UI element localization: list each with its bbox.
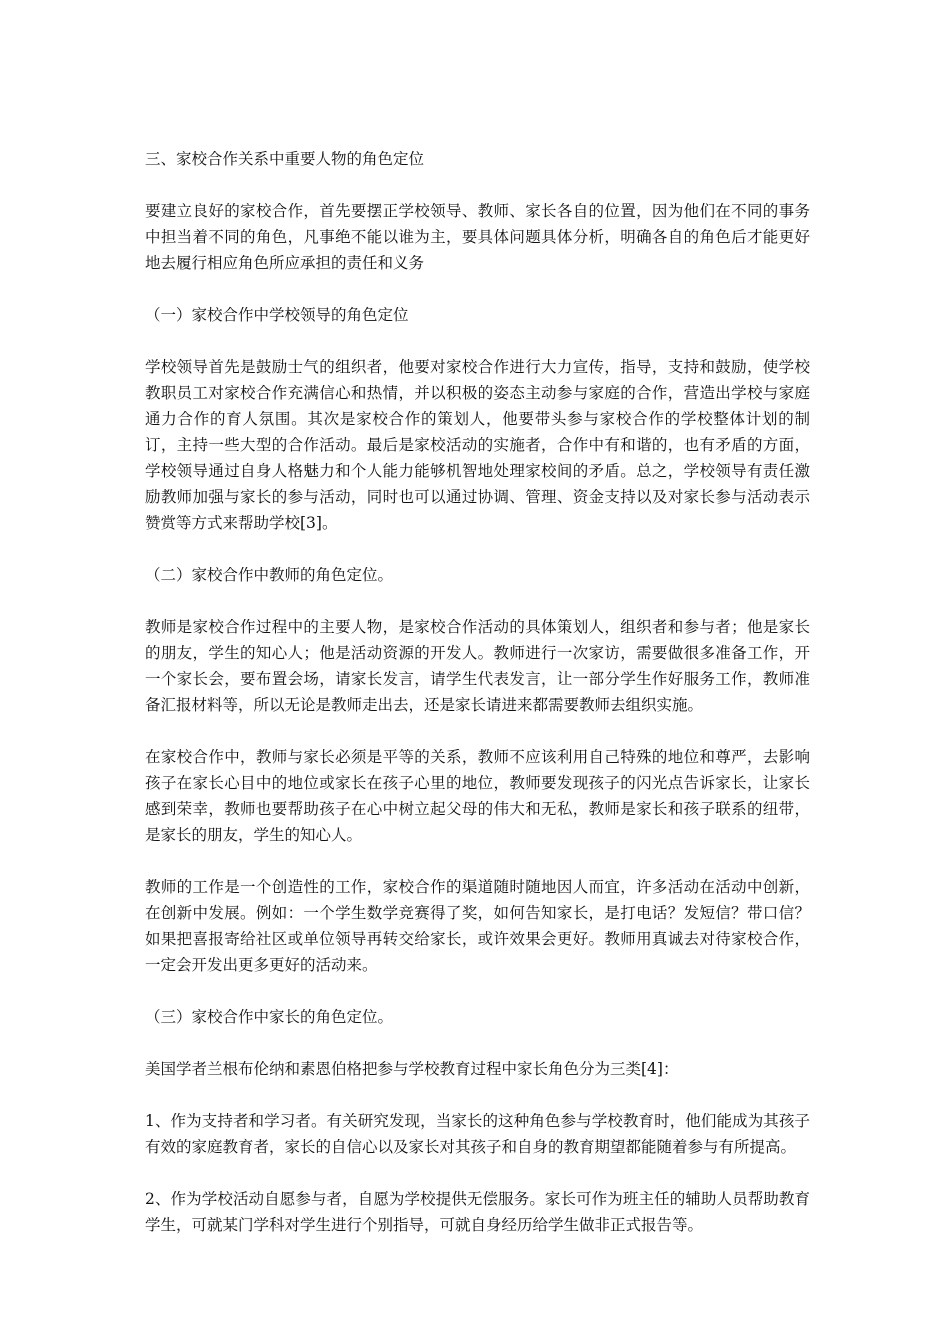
subheading-teacher: （二）家校合作中教师的角色定位。 (145, 566, 394, 584)
subheading-parent: （三）家校合作中家长的角色定位。 (145, 1008, 394, 1026)
document-body (145, 146, 810, 1264)
teacher-paragraph-2: 在家校合作中，教师与家长必须是平等的关系，教师不应该利用自己特殊的地位和尊严，去影响孩子在家长心目中的地位或家长在孩子心里的地位，教师要发现孩子的闪光点告诉家长，让家长感到荣幸，教师也要帮助孩子在心中树立起父母的伟大和无私，教师是家长和孩子联系的纽带，是家长的朋友，学生的知心人。 (145, 748, 810, 844)
teacher-paragraph-1: 教师是家校合作过程中的主要人物，是家校合作活动的具体策划人，组织者和参与者；他是家长的朋友，学生的知心人；他是活动资源的开发人。教师进行一次家访，需要做很多准备工作，开一个家长会，要布置会场，请家长发言，请学生代表发言，让一部分学生作好服务工作，教师准备汇报材料等，所以无论是教师走出去，还是家长请进来都需要教师去组织实施。 (145, 618, 810, 714)
school-leader-paragraph: 学校领导首先是鼓励士气的组织者，他要对家校合作进行大力宣传，指导，支持和鼓励，使学校教职员工对家校合作充满信心和热情，并以积极的姿态主动参与家庭的合作，营造出学校与家庭通力合作的育人氛围。其次是家校合作的策划人，他要带头参与家校合作的学校整体计划的制订，主持一些大型的合作活动。最后是家校活动的实施者，合作中有和谐的，也有矛盾的方面，学校领导通过自身人格魅力和个人能力能够机智地处理家校间的矛盾。总之，学校领导有责任激励教师加强与家长的参与活动，同时也可以通过协调、管理、资金支持以及对家长参与活动表示赞赏等方式来帮助学校[3]。 (145, 358, 810, 532)
parent-role-2-paragraph: 2、作为学校活动自愿参与者，自愿为学校提供无偿服务。家长可作为班主任的辅助人员帮助教育学生，可就某门学科对学生进行个别指导，可就自身经历给学生做非正式报告等。 (145, 1190, 810, 1234)
subheading-school-leader: （一）家校合作中学校领导的角色定位 (145, 306, 409, 324)
parent-intro-paragraph: 美国学者兰根布伦纳和素恩伯格把参与学校教育过程中家长角色分为三类[4]： (145, 1060, 679, 1078)
teacher-paragraph-3: 教师的工作是一个创造性的工作，家校合作的渠道随时随地因人而宜，许多活动在活动中创新，在创新中发展。例如：一个学生数学竞赛得了奖，如何告知家长，是打电话？发短信？带口信？如果把喜报寄给社区或单位领导再转交给家长，或许效果会更好。教师用真诚去对待家校合作，一定会开发出更多更好的活动来。 (145, 878, 810, 974)
intro-paragraph: 要建立良好的家校合作，首先要摆正学校领导、教师、家长各自的位置，因为他们在不同的事务中担当着不同的角色，凡事绝不能以谁为主，要具体问题具体分析，明确各自的角色后才能更好地去履行相应角色所应承担的责任和义务 (145, 202, 810, 272)
parent-role-1-paragraph: 1、作为支持者和学习者。有关研究发现，当家长的这种角色参与学校教育时，他们能成为其孩子有效的家庭教育者，家长的自信心以及家长对其孩子和自身的教育期望都能随着参与有所提高。 (145, 1112, 810, 1156)
section-heading: 三、家校合作关系中重要人物的角色定位 (145, 150, 425, 168)
